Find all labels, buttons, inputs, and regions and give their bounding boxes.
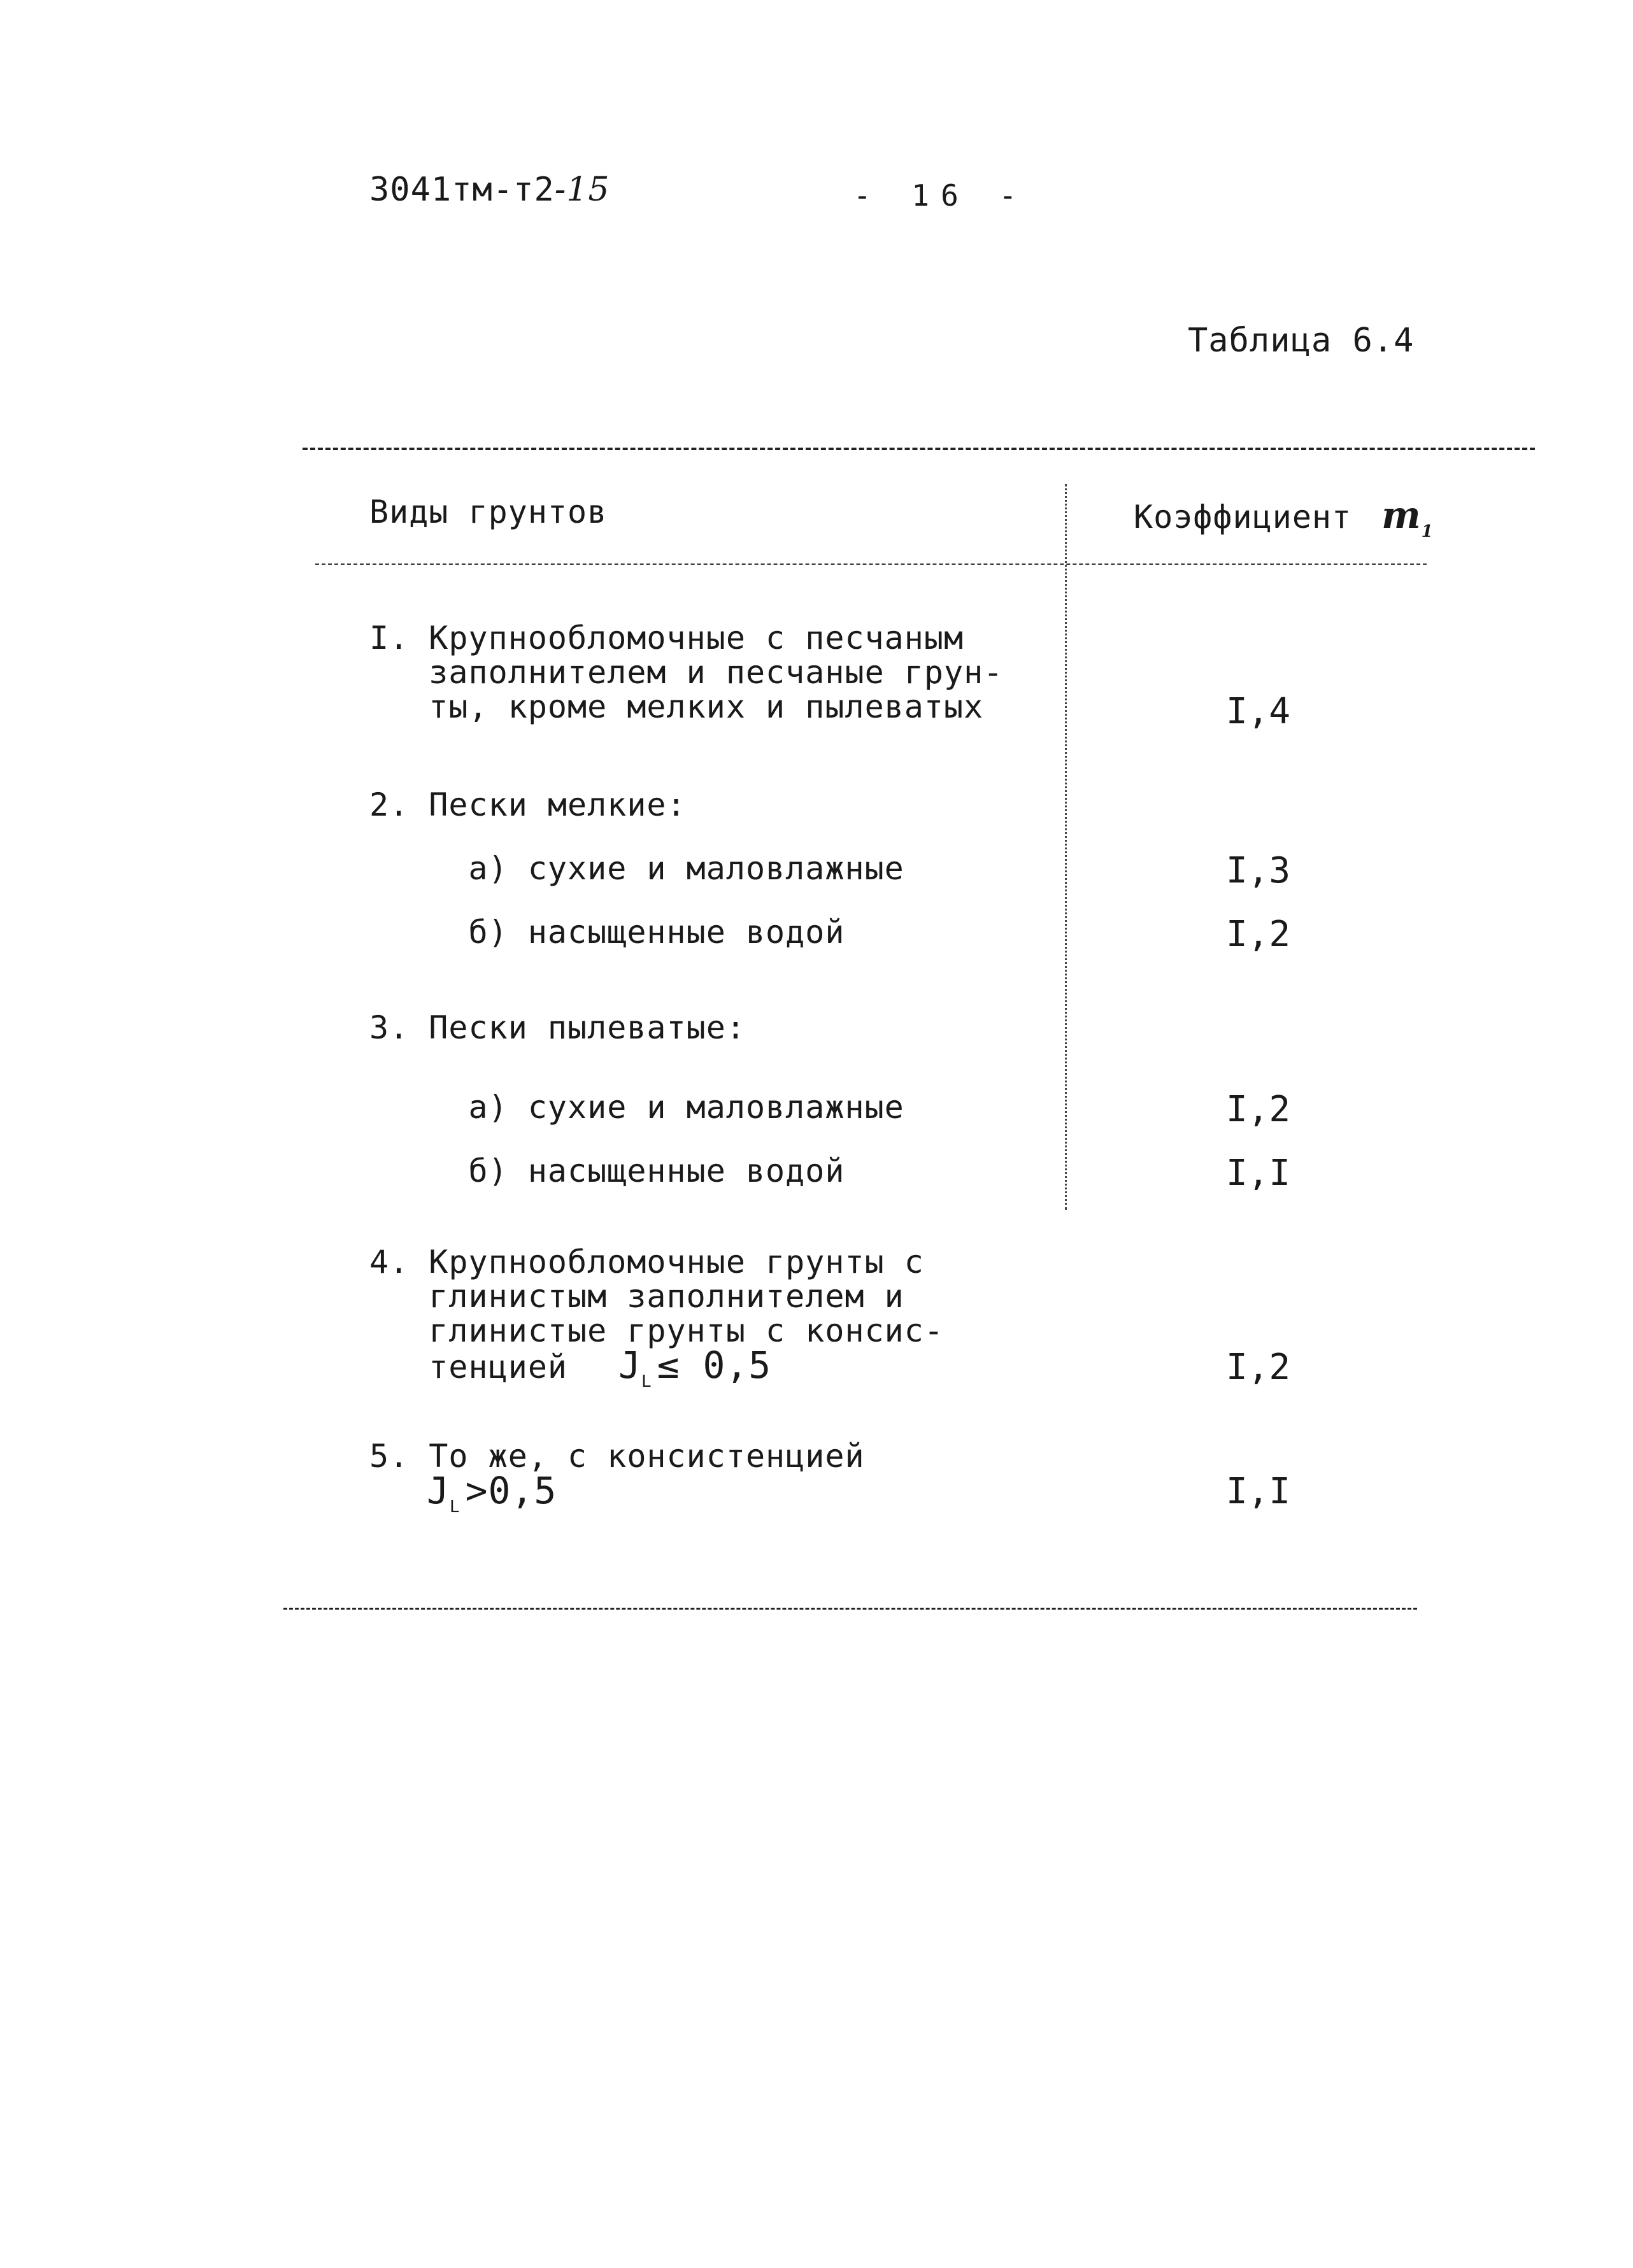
column-header-soil-type: Виды грунтов [369,493,608,530]
table-caption: Таблица 6.4 [1188,322,1415,360]
row-3-type: 3. Пески пылеватые: [369,1009,746,1046]
row-5-value: I,I [1226,1471,1291,1512]
coefficient-symbol: $m_1$ [1381,493,1434,541]
table-row-1-type [369,621,1003,724]
row-2-type: 2. Пески мелкие: [369,786,687,823]
row-2b-type: б) насыщенные водой [369,914,845,951]
table-row-5-type [369,1439,865,1524]
column-separator [1065,484,1067,1210]
row-4-line-1: 4. Крупнообломочные грунты с [369,1244,924,1280]
row-3b-type: б) насыщенные водой [369,1152,845,1189]
page-number: - 16 - [853,178,1029,213]
row-1-line-3: ты, кроме мелких и пылеватых [369,688,984,725]
table-top-rule [303,448,1535,450]
row-4-line-3: глинистые грунты с консис- [369,1312,944,1349]
table-bottom-rule [283,1608,1417,1610]
row-4-line-4: тенцией $J_L \le 0,5$ [369,1343,772,1391]
row-1-line-1: I. Крупнообломочные с песчаным [369,620,964,656]
column-header-coefficient [1134,493,1434,541]
row-4-formula: $J_L \le 0,5$ [618,1343,772,1391]
row-3b-value: I,I [1226,1152,1291,1194]
row-2b-value: I,2 [1226,914,1291,955]
document-code [369,171,610,209]
row-5-formula: $J_L >0,5$ [427,1469,557,1517]
table-header-rule [315,563,1427,565]
row-4-value: I,2 [1226,1347,1291,1388]
document-code-typed: 3041тм-т2 [369,171,555,209]
row-3a-value: I,2 [1226,1089,1291,1130]
column-header-coefficient-label: Коэффициент [1134,499,1352,535]
row-5-line-1: 5. То же, с консистенцией [369,1438,865,1475]
row-1-line-2: заполнителем и песчаные грун- [369,654,1004,691]
row-1-value: I,4 [1226,691,1291,732]
row-2a-type: а) сухие и маловлажные [369,850,904,887]
table-row-4-type [369,1245,944,1399]
row-2a-value: I,3 [1226,850,1291,891]
row-4-line-2: глинистым заполнителем и [369,1278,904,1315]
document-code-handwritten: -15 [554,171,610,209]
row-3a-type: а) сухие и маловлажные [369,1089,904,1126]
